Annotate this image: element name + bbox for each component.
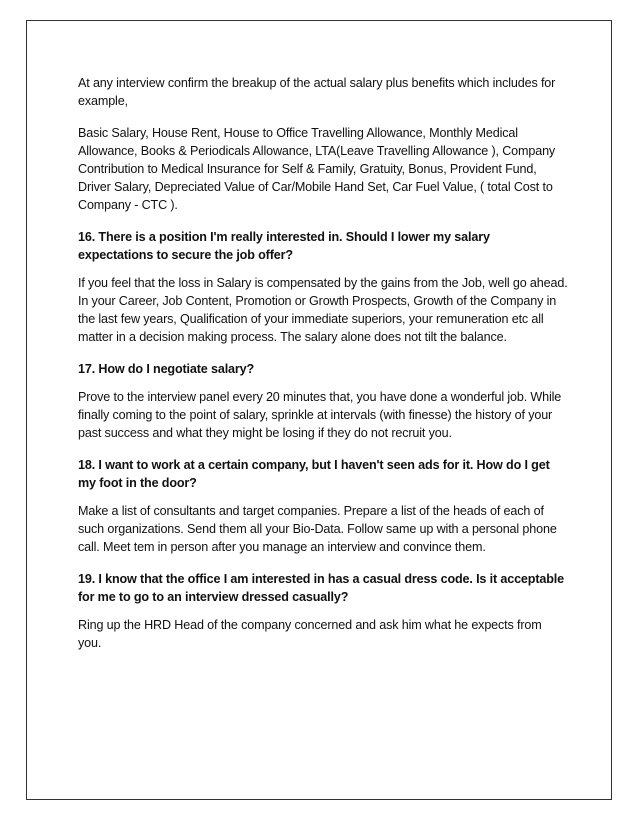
answer-18-paragraph: Make a list of consultants and target companies. Prepare a list of the heads of each of such organizations. Send them all your Bio-Data. Follow same up with a personal phone call. Meet tem in person after you manage an interview and convince them.: [78, 504, 557, 554]
answer-17-paragraph: Prove to the interview panel every 20 minutes that, you have done a wonderful job. While finally coming to the point of salary, sprinkle at intervals (with finesse) the history of your past success and what they might be losing if they do not recruit you.: [78, 390, 562, 440]
question-19-heading: 19. I know that the office I am interested in has a casual dress code. Is it acceptable for me to go to an interview dressed casually?: [78, 572, 564, 604]
document-body: [78, 74, 568, 666]
question-17-heading: 17. How do I negotiate salary?: [78, 362, 255, 376]
question-16-heading: 16. There is a position I'm really interested in. Should I lower my salary expectations to secure the job offer?: [78, 230, 490, 262]
intro-paragraph: At any interview confirm the breakup of the actual salary plus benefits which includes for example,: [78, 76, 556, 108]
answer-16-paragraph: If you feel that the loss in Salary is compensated by the gains from the Job, well go ahead. In your Career, Job Content, Promotion or Growth Prospects, Growth of the Company in the last few years, Qualification of your immediate superiors, your remuneration etc all matter in a decision making process. The salary alone does not tilt the balance.: [78, 276, 568, 344]
benefits-list-paragraph: Basic Salary, House Rent, House to Office Travelling Allowance, Monthly Medical Allowance, Books & Periodicals Allowance, LTA(Leave Travelling Allowance ), Company Contribution to Medical Insurance for Self & Family, Gratuity, Bonus, Provident Fund, Driver Salary, Depreciated Value of Car/Mobile Hand Set, Car Fuel Value, ( total Cost to Company - CTC ).: [78, 126, 556, 212]
answer-19-paragraph: Ring up the HRD Head of the company concerned and ask him what he expects from you.: [78, 618, 542, 650]
question-18-heading: 18. I want to work at a certain company, but I haven't seen ads for it. How do I get my foot in the door?: [78, 458, 550, 490]
